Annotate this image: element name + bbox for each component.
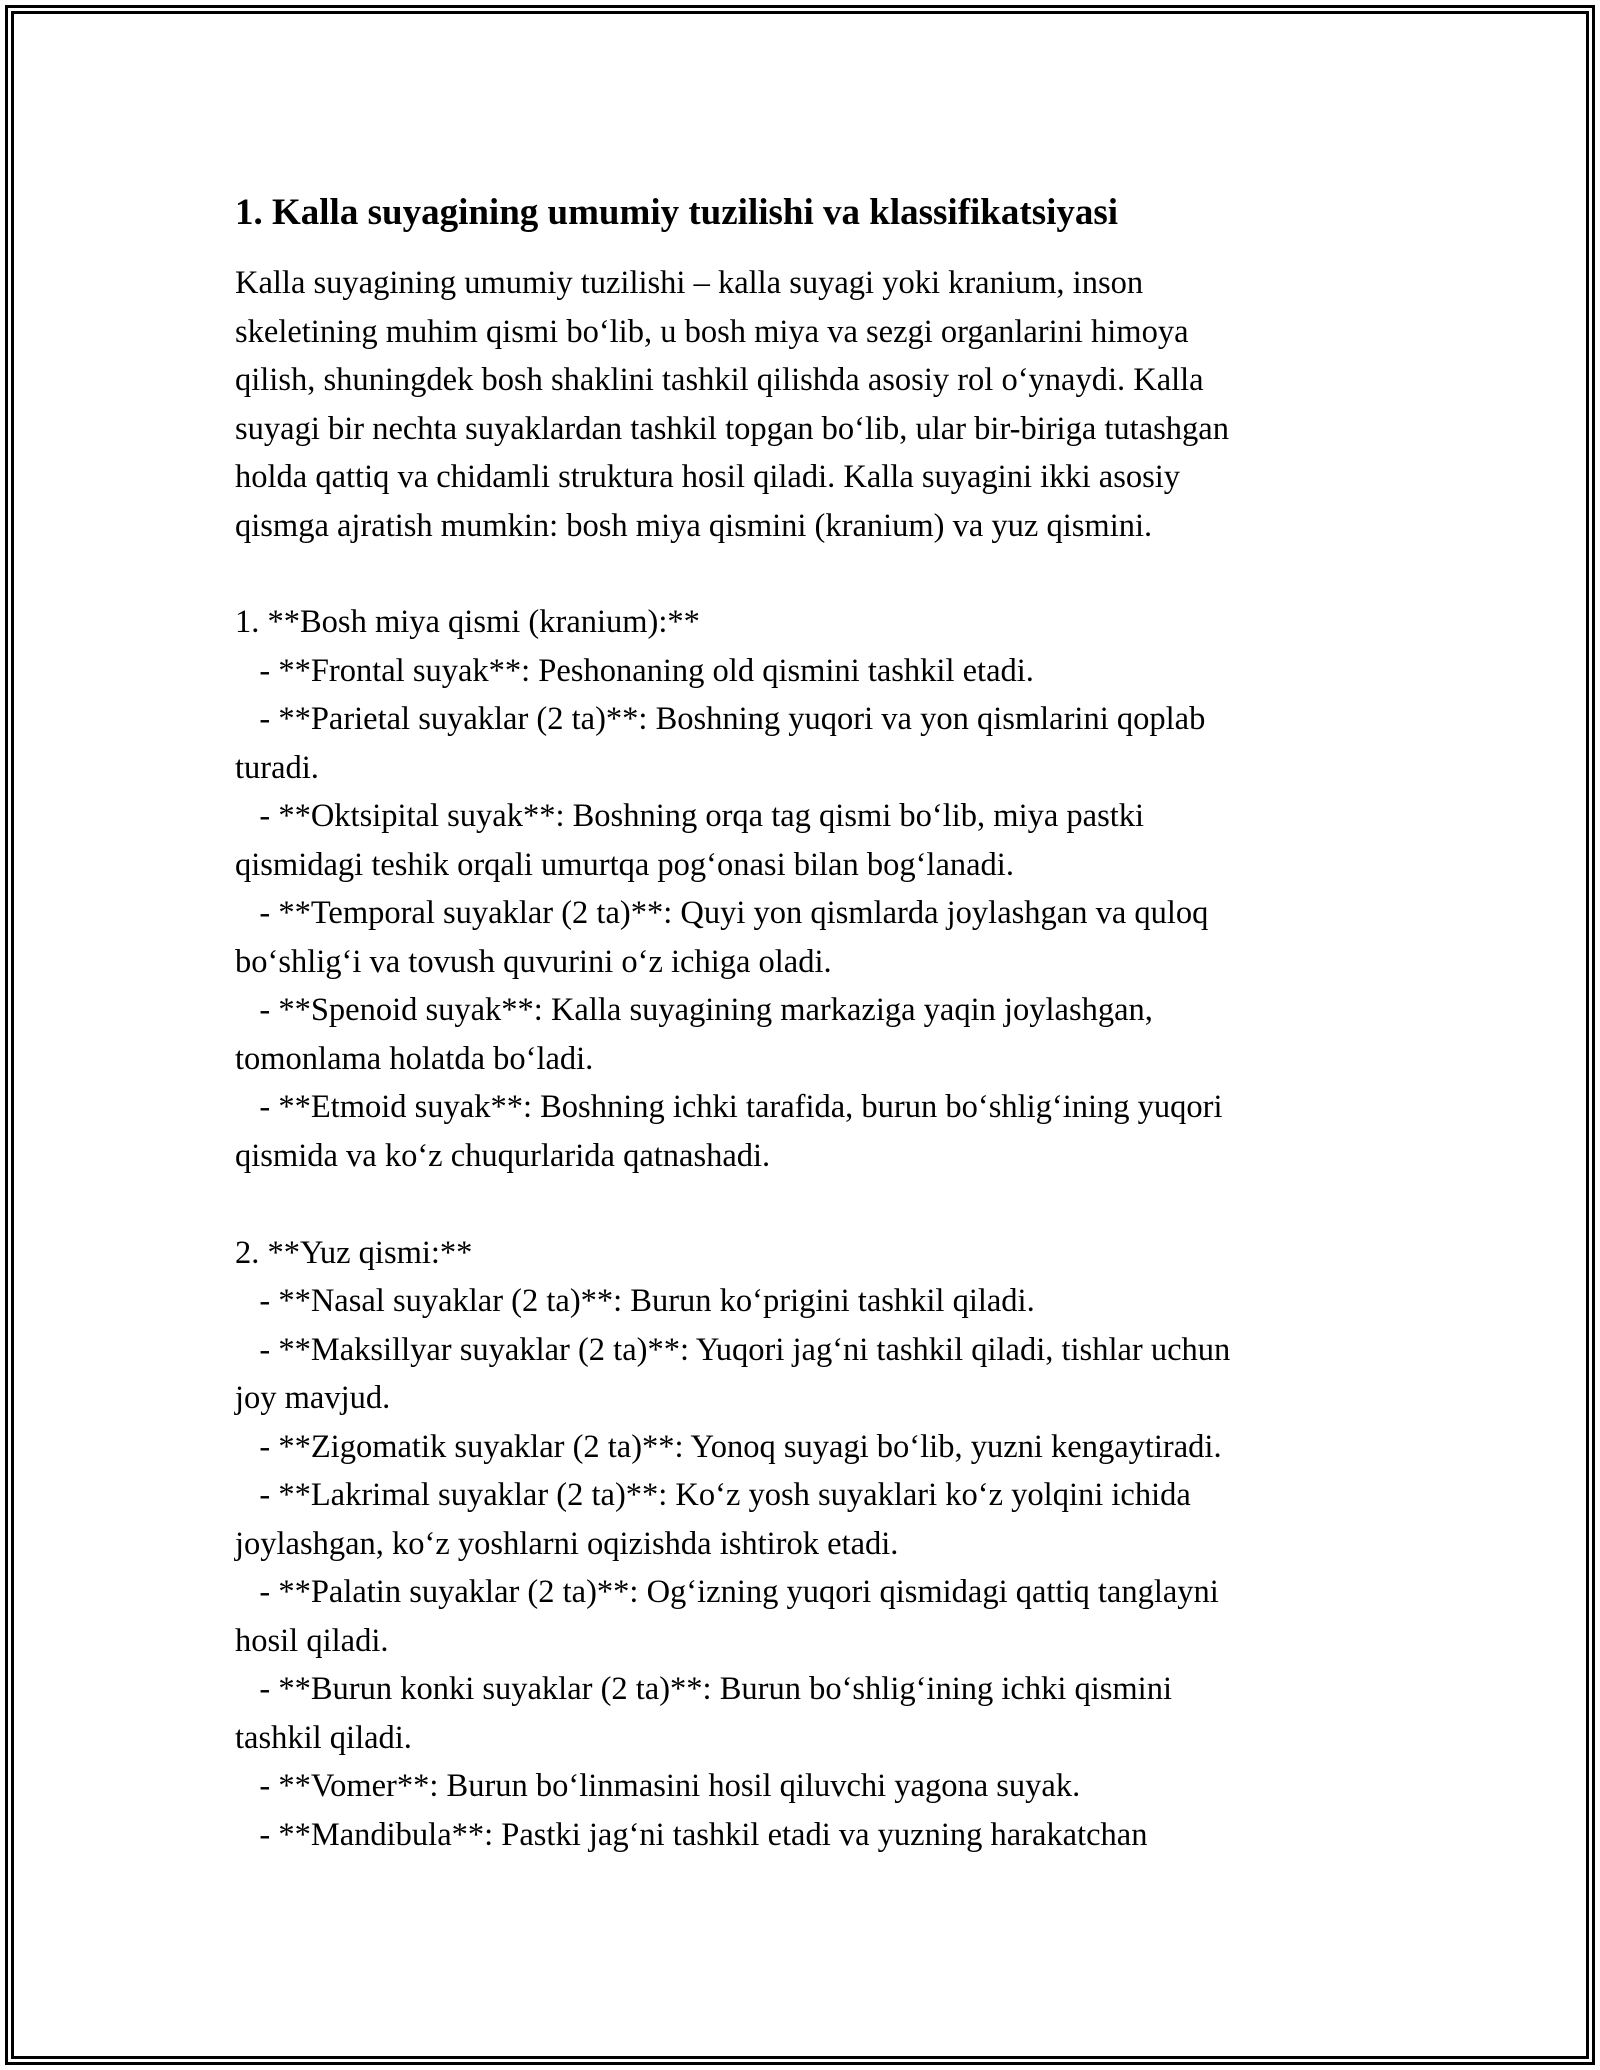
list-item-continuation: bo‘shlig‘i va tovush quvurini o‘z ichiga oladi. [235, 943, 832, 980]
list-item: - **Etmoid suyak**: Boshning ichki tarafida, burun bo‘shlig‘ining yuqori [235, 1089, 1223, 1125]
list-item: - **Vomer**: Burun bo‘linmasini hosil qiluvchi yagona suyak. [235, 1768, 1081, 1804]
face-bones-list [235, 1229, 1385, 1860]
intro-line: suyagi bir nechta suyaklardan tashkil topgan bo‘lib, ular bir-biriga tutashgan [235, 410, 1229, 447]
list-item-continuation: turadi. [235, 749, 319, 786]
list-item-continuation: tashkil qiladi. [235, 1719, 412, 1756]
list-item: - **Oktsipital suyak**: Boshning orqa tag qismi bo‘lib, miya pastki [235, 798, 1145, 834]
list-item-continuation: joy mavjud. [235, 1380, 391, 1416]
list-item: - **Spenoid suyak**: Kalla suyagining markaziga yaqin joylashgan, [235, 992, 1153, 1028]
list-item: - **Nasal suyaklar (2 ta)**: Burun ko‘prigini tashkil qiladi. [235, 1283, 1035, 1319]
list-item: - **Maksillyar suyaklar (2 ta)**: Yuqori jag‘ni tashkil qiladi, tishlar uchun [235, 1331, 1231, 1368]
list-item-continuation: hosil qiladi. [235, 1622, 389, 1659]
list-item: - **Mandibula**: Pastki jag‘ni tashkil etadi va yuzning harakatchan [235, 1816, 1148, 1853]
list-heading: 1. **Bosh miya qismi (kranium):** [235, 604, 700, 640]
list-item-continuation: qismida va ko‘z chuqurlarida qatnashadi. [235, 1137, 771, 1174]
list-item-continuation: qismidagi teshik orqali umurtqa pog‘onasi bilan bog‘lanadi. [235, 846, 1014, 883]
intro-line: qismga ajratish mumkin: bosh miya qismini (kranium) va yuz qismini. [235, 507, 1153, 544]
list-heading: 2. **Yuz qismi:** [235, 1234, 473, 1271]
list-item: - **Lakrimal suyaklar (2 ta)**: Ko‘z yosh suyaklari ko‘z yolqini ichida [235, 1477, 1191, 1513]
cranium-bones-list [235, 598, 1385, 1180]
list-item: - **Burun konki suyaklar (2 ta)**: Burun bo‘shlig‘ining ichki qismini [235, 1671, 1172, 1707]
list-item: - **Parietal suyaklar (2 ta)**: Boshning yuqori va yon qismlarini qoplab [235, 701, 1206, 737]
intro-line: qilish, shuningdek bosh shaklini tashkil qilishda asosiy rol o‘ynaydi. Kalla [235, 362, 1204, 398]
list-item: - **Zigomatik suyaklar (2 ta)**: Yonoq suyagi bo‘lib, yuzni kengaytiradi. [235, 1428, 1222, 1465]
list-item: - **Palatin suyaklar (2 ta)**: Og‘izning yuqori qismidagi qattiq tanglayni [235, 1574, 1219, 1610]
document-body [235, 188, 1385, 1859]
document-title: 1. Kalla suyagining umumiy tuzilishi va klassifikatsiyasi [235, 192, 1119, 233]
list-item-continuation: tomonlama holatda bo‘ladi. [235, 1040, 594, 1077]
intro-line: holda qattiq va chidamli struktura hosil qiladi. Kalla suyagini ikki asosiy [235, 459, 1181, 495]
list-item: - **Frontal suyak**: Peshonaning old qismini tashkil etadi. [235, 652, 1034, 689]
list-item-continuation: joylashgan, ko‘z yoshlarni oqizishda ishtirok etadi. [235, 1525, 899, 1562]
intro-paragraph [235, 259, 1385, 550]
list-item: - **Temporal suyaklar (2 ta)**: Quyi yon qismlarda joylashgan va quloq [235, 895, 1209, 931]
intro-line: Kalla suyagining umumiy tuzilishi – kalla suyagi yoki kranium, inson [235, 265, 1144, 301]
intro-line: skeletining muhim qismi bo‘lib, u bosh miya va sezgi organlarini himoya [235, 313, 1189, 350]
